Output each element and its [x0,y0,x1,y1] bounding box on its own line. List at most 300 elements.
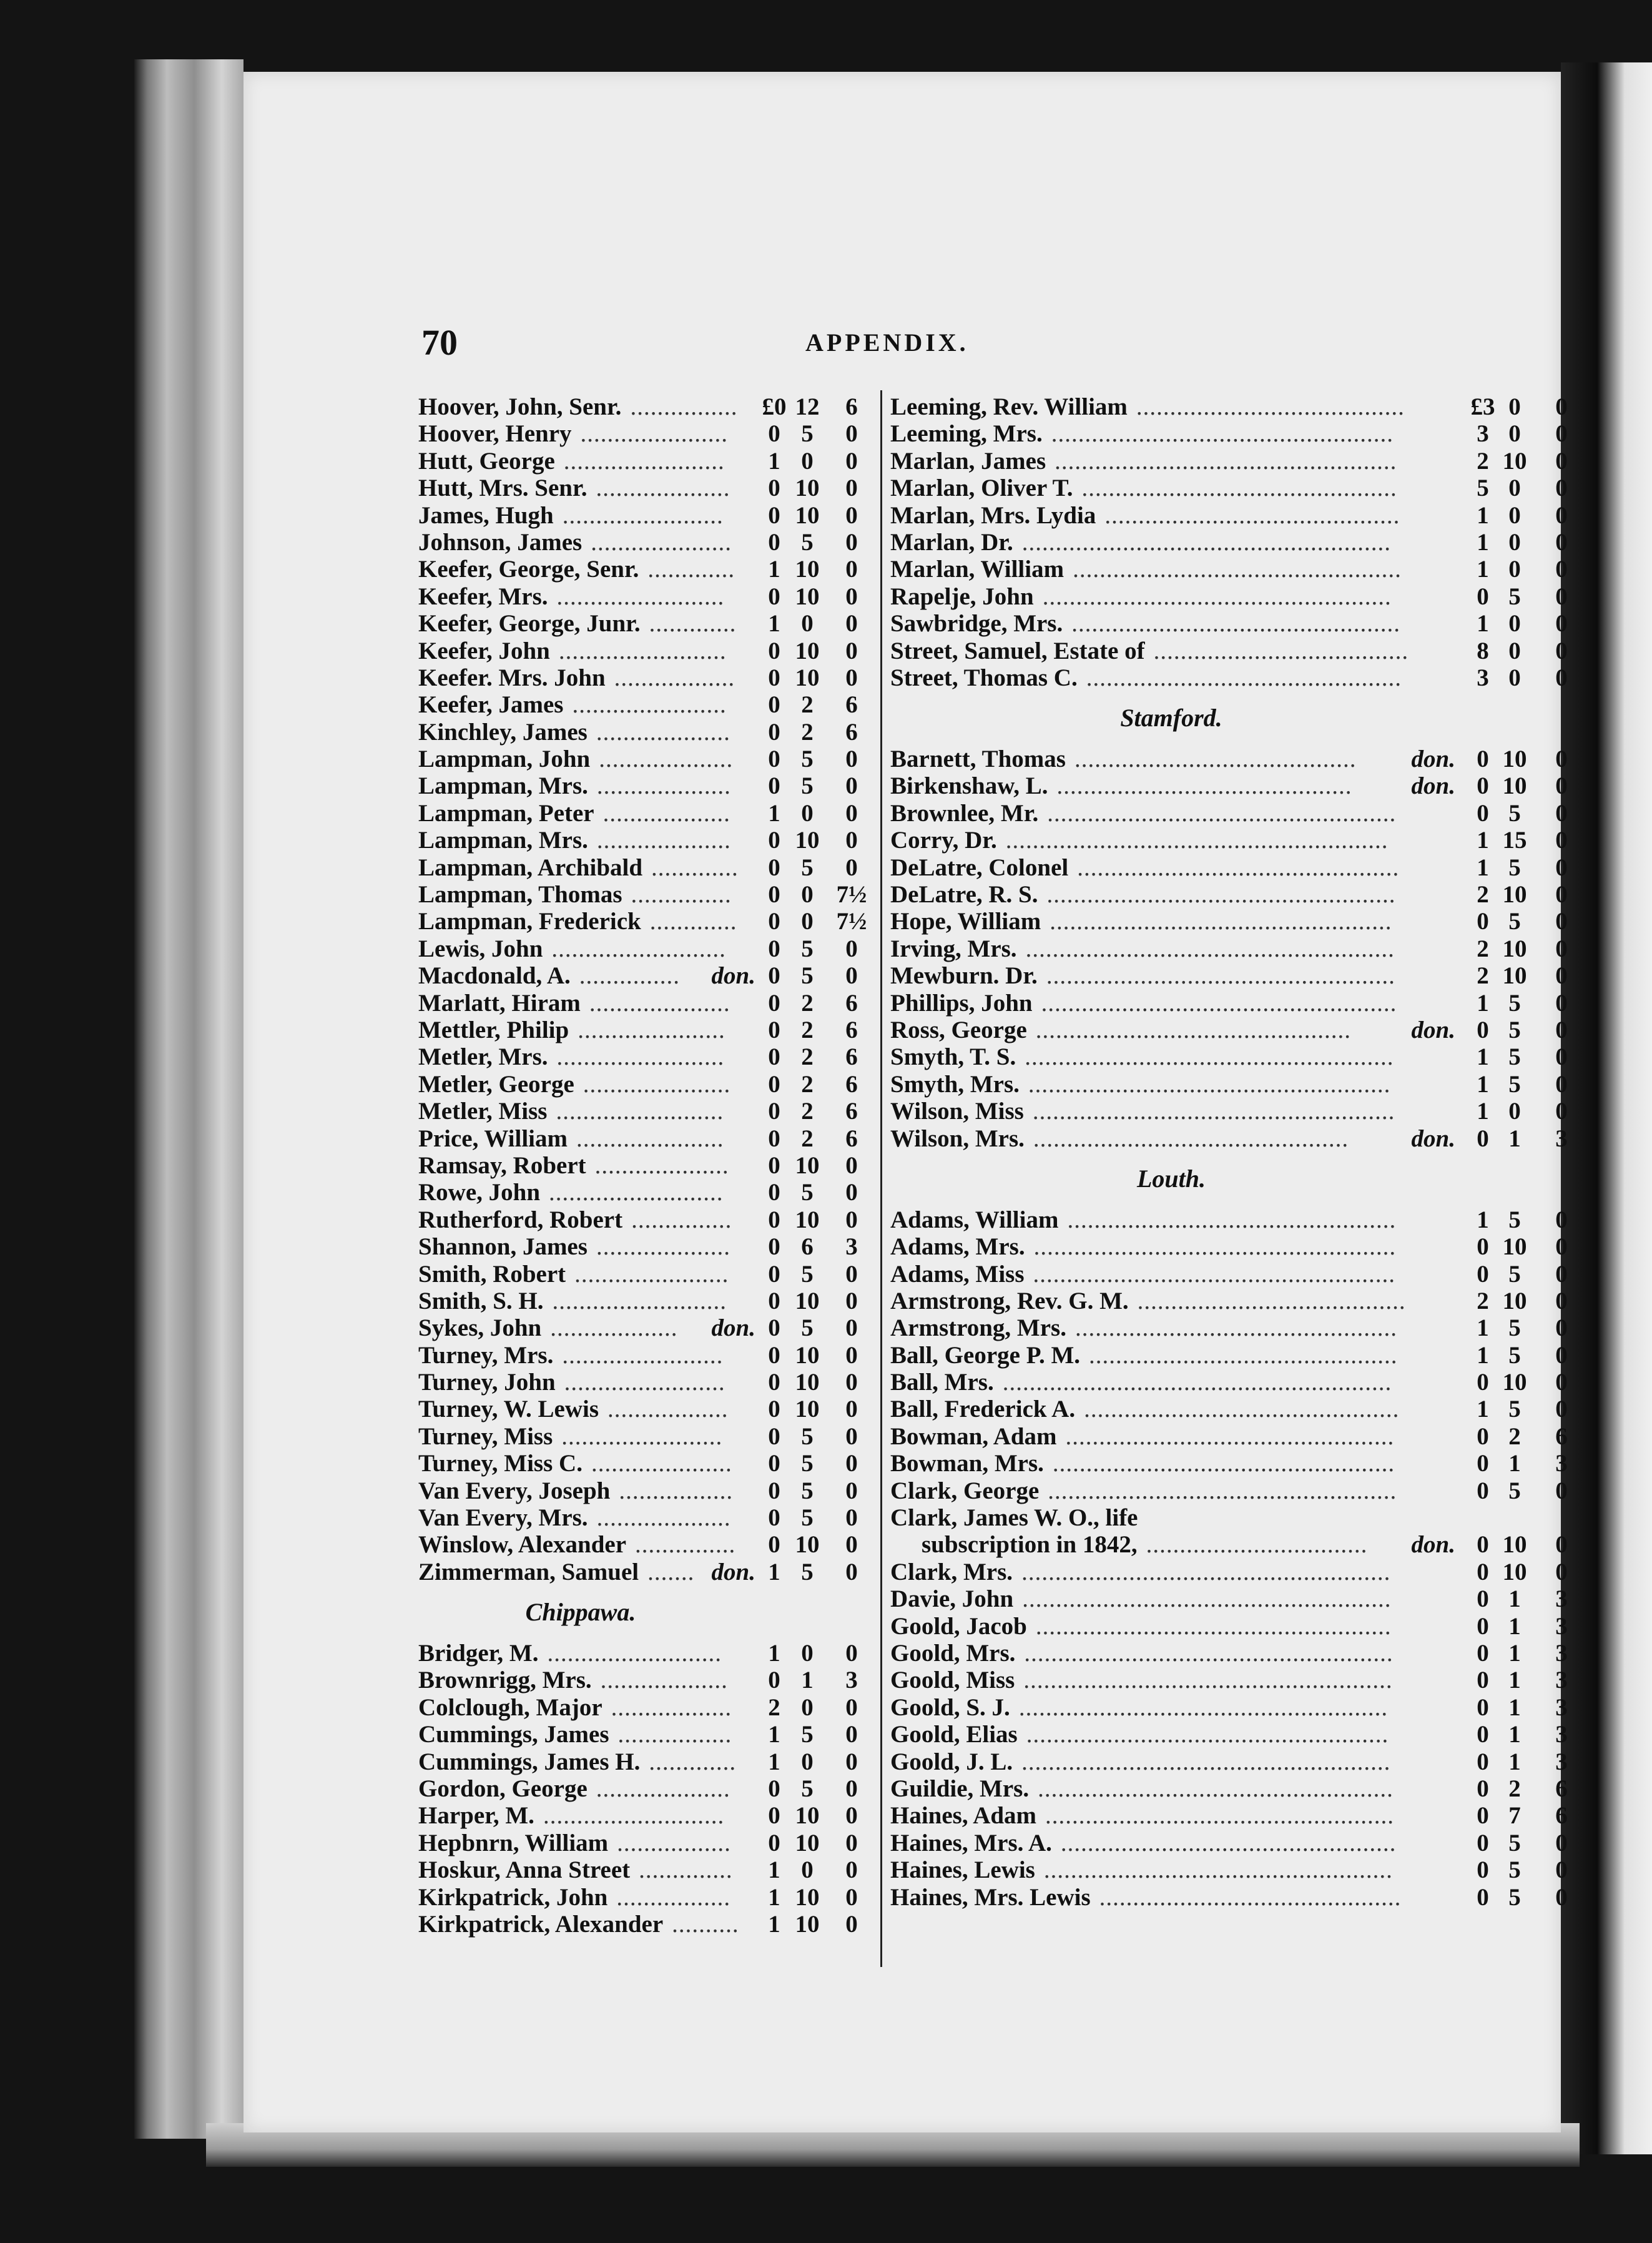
dot-leader: ............................................... [1035,1017,1352,1043]
subscriber-entry [890,1613,1583,1640]
amount-pence: 0 [1555,908,1568,935]
amount-pence: 0 [1555,1558,1568,1585]
amount-pence: 0 [845,772,858,800]
amount-shillings: 10 [795,1802,820,1830]
dot-leader: ................. [617,1829,731,1856]
amount-pence: 0 [1555,854,1568,881]
amount-pounds: 1 [1477,1043,1489,1071]
amount-pounds: 1 [768,1558,780,1585]
name-text: Goold, J. L. [890,1748,1013,1775]
name-text: Zimmerman, Samuel [418,1558,639,1585]
dot-leader: .................... [596,827,731,854]
amount-pounds: 0 [1477,1233,1489,1261]
subscriber-name [418,1017,569,1043]
subscriber-name [890,610,1063,637]
amount-pence: 0 [845,1179,858,1206]
amount-pence: 0 [845,1314,858,1342]
amount-pounds: 0 [1477,1856,1489,1884]
amount-pence: 0 [1555,1017,1568,1043]
name-text: Smith, Robert [418,1260,566,1288]
subscriber-name [922,1531,1138,1558]
amount-pounds: 0 [768,501,780,529]
amount-pounds: 0 [768,1206,780,1233]
subscriber-name [890,1694,1010,1721]
name-text: Armstrong, Mrs. [890,1314,1066,1342]
subscriber-entry [418,475,880,501]
name-text: Adams, William [890,1206,1059,1233]
name-text: Turney, Miss C. [418,1450,583,1477]
amount-pence: 0 [1555,1856,1568,1884]
name-text: Wilson, Miss [890,1098,1024,1125]
amount-pence: 0 [845,1260,858,1288]
amount-shillings: 10 [1502,962,1527,990]
dot-leader: ......................................................... [1005,827,1389,854]
amount-pounds: 0 [1477,1260,1489,1288]
amount-pounds: 0 [1477,1640,1489,1667]
name-text: Marlatt, Hiram [418,989,581,1017]
dot-leader: ....................................................... [1021,528,1392,556]
subscriber-entry [418,1017,880,1043]
amount-shillings: 10 [1502,1531,1527,1559]
amount-shillings: 2 [801,989,814,1017]
subscriber-name [890,1585,1013,1612]
amount-shillings: 0 [801,908,814,935]
amount-pounds: 0 [768,1531,780,1559]
dot-leader: .......................................... [1074,746,1357,773]
name-text: Lampman, Mrs. [418,827,588,854]
amount-pounds: 0 [1477,1693,1489,1721]
amount-pounds: 1 [1477,1070,1489,1098]
name-text: Leeming, Mrs. [890,420,1043,448]
amount-shillings: 5 [801,746,814,773]
name-text: Corry, Dr. [890,827,997,854]
amount-pence: 0 [845,637,858,664]
amount-pence: 0 [845,1775,858,1802]
subscriber-entry [418,908,880,935]
amount-pounds: 1 [768,1910,780,1938]
amount-pence: 0 [845,746,858,773]
dot-leader: .................................................... [1042,583,1392,610]
amount-shillings: 5 [801,1558,814,1585]
amount-pence: 3 [1555,1721,1568,1748]
amount-pounds: 0 [768,1125,780,1152]
dot-leader: ................................................... [1051,420,1394,448]
subscriber-name [890,1098,1024,1125]
subscriber-entry [890,529,1583,556]
amount-pounds: 0 [768,746,780,773]
amount-pence: 0 [1555,1206,1568,1233]
dot-leader: ....................... [574,1260,729,1288]
dot-leader: .................. [614,664,735,691]
amount-pence: 0 [845,854,858,881]
amount-pence: 6 [1555,1422,1568,1450]
name-text: Adams, Miss [890,1260,1025,1288]
amount-pounds: 1 [768,1856,780,1884]
name-text: Clark, Mrs. [890,1558,1013,1585]
dot-leader: ................................................ [1077,854,1400,881]
subscriber-name [418,1640,538,1667]
amount-pence: 0 [845,1558,858,1585]
amount-pence: 0 [1555,664,1568,691]
dot-leader: .................................................... [1045,1802,1395,1830]
name-text: Macdonald, A. [418,962,571,990]
name-text: Armstrong, Rev. G. M. [890,1287,1129,1314]
name-text: Street, Thomas C. [890,664,1078,691]
subscriber-name [890,1369,994,1396]
subscriber-name [418,854,642,881]
amount-pounds: 0 [768,908,780,935]
dot-leader: .................................................... [1046,881,1396,909]
amount-pence: 0 [1555,799,1568,827]
amount-pounds: 0 [1477,583,1489,610]
amount-shillings: 0 [801,1748,814,1775]
dot-leader: ..................................................... [1038,1775,1394,1802]
name-text: Goold, Mrs. [890,1640,1016,1667]
amount-shillings: 6 [801,1233,814,1261]
subscriber-entry [890,1748,1583,1775]
section-heading: Louth. [1136,1164,1206,1193]
subscriber-entry [418,583,880,610]
name-text: Kinchley, James [418,718,588,746]
amount-pence: 0 [1555,475,1568,502]
name-text: Price, William [418,1125,568,1152]
dot-leader: ............. [649,908,737,935]
amount-pounds: 0 [768,827,780,854]
amount-pounds: 0 [768,475,780,502]
amount-shillings: 2 [801,1016,814,1043]
amount-pounds: 2 [768,1693,780,1721]
amount-shillings: 0 [1508,528,1521,556]
subscriber-entry [890,1585,1583,1612]
amount-pence: 0 [1555,501,1568,529]
subscriber-name [418,800,594,827]
subscriber-entry [418,827,880,854]
subscriber-entry [890,1884,1583,1911]
dot-leader: ............................................... [1084,1396,1400,1423]
donation-mark: don. [711,1314,755,1342]
amount-shillings: 5 [801,1721,814,1748]
donation-mark: don. [1411,746,1455,773]
subscriber-name [418,556,639,583]
name-text: Kirkpatrick, John [418,1883,608,1911]
subscriber-name [418,1369,556,1396]
subscriber-name [890,772,1048,799]
amount-shillings: 5 [801,1422,814,1450]
amount-shillings: 10 [1502,772,1527,800]
donation-mark: don. [1411,772,1455,800]
name-text: DeLatre, R. S. [890,881,1038,909]
amount-pounds: 0 [1477,1422,1489,1450]
amount-shillings: 1 [1508,1612,1521,1640]
subscriber-name [890,638,1145,664]
amount-shillings: 10 [795,1883,820,1911]
amount-pence: 6 [845,393,858,420]
amount-pence: 0 [845,1639,858,1667]
amount-pence: 0 [1555,772,1568,800]
subscriber-name [890,1071,1020,1098]
amount-pence: 0 [845,1531,858,1559]
amount-pounds: 0 [1477,1829,1489,1856]
subscriber-entry [890,854,1583,881]
subscriber-entry [418,1098,880,1125]
amount-pounds: 0 [1477,1450,1489,1477]
name-text: Haines, Lewis [890,1856,1035,1884]
subscriber-entry [418,393,880,420]
amount-shillings: 5 [1508,1883,1521,1911]
amount-pence: 0 [1555,1233,1568,1261]
subscriber-entry [418,1911,880,1938]
name-text: Rowe, John [418,1179,541,1206]
subscriber-name [890,1748,1013,1775]
amount-shillings: 10 [795,1287,820,1314]
amount-pounds: 0 [768,583,780,610]
subscriber-entry [418,1125,880,1152]
subscriber-entry [890,935,1583,962]
subscriber-name [418,1911,663,1938]
dot-leader: ....................................................... [1021,1558,1391,1585]
book-page [243,72,1568,2132]
subscriber-name [418,1152,586,1179]
amount-shillings: 1 [1508,1640,1521,1667]
amount-pence: 0 [1555,1477,1568,1504]
name-text: Keefer, James [418,691,564,719]
dot-leader: .................. [607,1396,729,1423]
amount-shillings: 5 [1508,799,1521,827]
amount-pence: 0 [845,1693,858,1721]
subscriber-name [890,475,1073,501]
amount-pence: 0 [845,1422,858,1450]
amount-pounds: 2 [1477,1287,1489,1314]
dot-leader: ............. [651,854,739,881]
donation-mark: don. [1411,1125,1455,1152]
subscriber-name [890,1288,1129,1314]
amount-shillings: 5 [801,420,814,448]
subscriber-entry [418,638,880,664]
amount-shillings: 10 [795,475,820,502]
name-text: Rapelje, John [890,583,1034,610]
dot-leader: .................. [611,1693,732,1721]
amount-pounds: 0 [768,1477,780,1504]
subscriber-entry [418,800,880,827]
subscriber-name [418,881,622,908]
subscriber-entry [890,1531,1583,1558]
subscriber-entry [890,1694,1583,1721]
subscriber-name [890,420,1043,447]
amount-pence: 0 [1555,1287,1568,1314]
amount-pence: 3 [1555,1450,1568,1477]
amount-pounds: 0 [768,1802,780,1830]
subscriber-entry [418,935,880,962]
amount-shillings: 1 [1508,1721,1521,1748]
dot-leader: ..................................................... [1035,1612,1392,1640]
subscriber-name [418,1856,630,1883]
dot-leader: .................... [596,718,730,746]
name-text: Phillips, John [890,989,1033,1017]
amount-pounds: 5 [1477,475,1489,502]
amount-shillings: 5 [801,935,814,962]
amount-shillings: 10 [795,637,820,664]
dot-leader: .......................... [547,1639,722,1667]
subscriber-name [418,1206,622,1233]
dot-leader: ........................ [564,1369,725,1396]
amount-pence: 0 [1555,827,1568,854]
amount-pence: 6 [1555,1802,1568,1830]
dot-leader: ................ [630,393,738,420]
subscriber-entry [418,420,880,447]
amount-pounds: 1 [768,799,780,827]
amount-shillings: 10 [795,556,820,583]
name-text: Marlan, Oliver T. [890,475,1073,502]
subscriber-entry [890,1450,1583,1477]
subscriber-name [418,1477,610,1504]
amount-pounds: 0 [768,664,780,691]
subscriber-entry [418,1179,880,1206]
amount-shillings: 0 [1508,637,1521,664]
name-text: Haines, Mrs. Lewis [890,1883,1091,1911]
amount-shillings: 2 [1508,1775,1521,1802]
subscriber-entry [418,962,880,989]
amount-pounds: 0 [1477,1667,1489,1694]
dot-leader: ................................................. [1067,1206,1397,1233]
dot-leader: ....................................................... [1025,935,1395,962]
subscriber-name [418,1125,568,1152]
amount-pounds: 0 [1477,1585,1489,1613]
amount-pence: 0 [1555,1396,1568,1423]
name-text: Keefer, Mrs. [418,583,548,610]
amount-pounds: 0 [768,1260,780,1288]
name-text: Marlan, James [890,447,1046,475]
subscriber-entry [418,1369,880,1396]
amount-shillings: 2 [801,1098,814,1125]
amount-shillings: 10 [1502,1287,1527,1314]
subscriber-name [890,908,1041,935]
amount-shillings: 10 [1502,746,1527,773]
subscriber-entry [418,1071,880,1098]
amount-pounds: 0 [768,772,780,800]
subscriber-name [418,1314,541,1341]
name-text: subscription in 1842, [922,1531,1138,1559]
amount-pence: 0 [845,1883,858,1911]
subscriber-name [418,1884,607,1911]
name-text: Cummings, James H. [418,1748,641,1775]
amount-shillings: 0 [1508,664,1521,691]
amount-pence: 0 [1555,1369,1568,1396]
amount-shillings: 5 [1508,1260,1521,1288]
section-heading: Chippawa. [525,1598,636,1627]
amount-pence: 6 [845,1070,858,1098]
amount-shillings: 10 [795,1910,820,1938]
dot-leader: ...................................................... [1028,1070,1391,1098]
amount-pounds: 0 [1477,1369,1489,1396]
name-text: Street, Samuel, Estate of [890,637,1145,664]
name-text: Sykes, John [418,1314,542,1342]
subscriber-entry [418,1477,880,1504]
amount-shillings: 1 [1508,1748,1521,1775]
amount-pounds: 1 [1477,1206,1489,1233]
donation-mark: don. [711,962,755,990]
subscriber-name [418,1342,553,1369]
subscriber-name [418,1802,534,1829]
subscriber-name [418,691,563,718]
subscriber-entry [890,746,1583,772]
amount-shillings: 2 [801,1043,814,1071]
amount-pence: 0 [845,962,858,990]
dot-leader: ...................................................... [1032,1098,1395,1125]
subscriber-entry [418,1288,880,1314]
subscriber-entry [890,610,1583,637]
amount-pounds: 0 [768,1070,780,1098]
dot-leader: .................................................... [1043,1856,1393,1884]
amount-shillings: 0 [801,447,814,475]
amount-shillings: 5 [801,528,814,556]
amount-shillings: 0 [1508,1098,1521,1125]
dot-leader: .......................... [551,935,726,962]
amount-pence: 0 [845,1396,858,1423]
subscriber-entry [890,800,1583,827]
name-text: Adams, Mrs. [890,1233,1025,1261]
amount-pence: 0 [845,610,858,638]
amount-pounds: 0 [1477,1721,1489,1748]
amount-shillings: 10 [795,827,820,854]
amount-pence: 0 [845,1504,858,1532]
amount-shillings: 2 [801,1070,814,1098]
subscriber-name [890,1721,1018,1748]
subscriber-entry [418,1261,880,1288]
subscriber-entry [418,502,880,529]
amount-pounds: 1 [1477,556,1489,583]
subscriber-entry [890,827,1583,854]
amount-pounds: 0 [768,1504,780,1532]
subscriber-name [418,638,550,664]
amount-shillings: 5 [801,1314,814,1342]
subscriber-entry [890,1640,1583,1667]
amount-pounds: 0 [768,962,780,990]
subscriber-entry [890,1856,1583,1883]
amount-pounds: 0 [768,1233,780,1261]
dot-leader: ............... [579,962,681,990]
amount-shillings: 10 [795,664,820,691]
amount-pounds: 0 [768,1341,780,1369]
subscriber-entry [890,1288,1583,1314]
name-text: Keefer. Mrs. John [418,664,606,691]
subscriber-entry [418,664,880,691]
amount-pence: 0 [845,1287,858,1314]
dot-leader: ................... [600,1667,728,1694]
amount-shillings: 0 [801,799,814,827]
subscriber-name [418,1531,626,1558]
amount-shillings: 5 [1508,1856,1521,1884]
subscriber-entry [418,1043,880,1070]
name-text: Clark, George [890,1477,1040,1504]
subscriber-entry [890,1369,1583,1396]
name-text: Marlan, William [890,556,1064,583]
amount-shillings: 5 [801,1260,814,1288]
dot-leader: .......................... [552,1287,727,1314]
amount-shillings: 0 [801,1693,814,1721]
dot-leader: .................................................. [1060,1829,1397,1856]
dot-leader: ................................................. [1065,1422,1395,1450]
amount-pounds: 0 [1477,1558,1489,1585]
subscriber-entry [418,1884,880,1911]
amount-pence: 0 [1555,1314,1568,1342]
amount-pence: 3 [1555,1667,1568,1694]
amount-pounds: 0 [768,1016,780,1043]
amount-pounds: 0 [768,935,780,962]
subscriber-name [890,1233,1025,1260]
amount-pence: 0 [1555,746,1568,773]
subscriber-name [418,475,587,501]
amount-pounds: 1 [1477,1341,1489,1369]
